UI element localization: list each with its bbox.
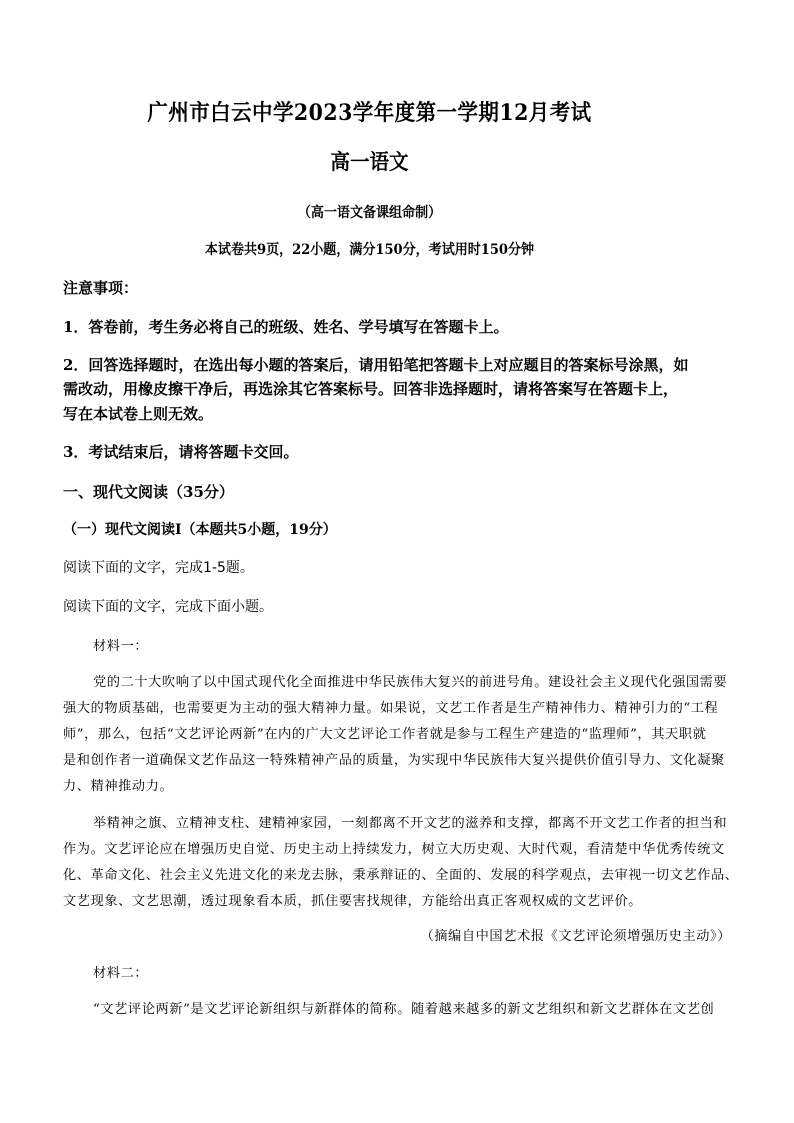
exam-title: 广州市白云中学2023学年度第一学期12月考试	[147, 100, 592, 126]
material-2-line: “文艺评论两新”是文艺评论新组织与新群体的简称。随着越来越多的新文艺组织和新文艺群体在文艺创	[93, 1002, 715, 1017]
material-1-source: （摘编自中国艺术报《文艺评论须增强历史主动》）	[420, 929, 731, 944]
material-1-label: 材料一：	[93, 639, 149, 654]
material-1-line: 文艺现象、文艺思潮，透过现象看本质，抓住要害找规律，方能给出真正客观权威的文艺评价。	[63, 894, 643, 909]
material-1-line: 举精神之旗、立精神支柱、建精神家园，一刻都离不开文艺的滋养和支撑，都离不开文艺工作者的担当和	[93, 816, 728, 831]
material-1-line: 力、精神推动力。	[63, 779, 174, 794]
notice-item-3: 3．考试结束后，请将答题卡交回。	[63, 443, 299, 461]
material-1-line: 化、革命文化、社会主义先进文化的来龙去脉，秉承辩证的、全面的、发展的科学观点，去审视一切文艺作品、	[63, 868, 739, 883]
exam-compiler: （高一语文备课组命制）	[297, 205, 442, 221]
section-sub-heading: （一）现代文阅读I（本题共5小题，19分）	[63, 522, 337, 538]
material-1-line: 强大的物质基础，也需要更为主动的强大精神力量。如果说，文艺工作者是生产精神伟力、精神引力的“工程	[63, 701, 719, 716]
material-1-line: 师”，那么，包括“文艺评论两新”在内的广大文艺评论工作者就是参与工程生产建造的“监理师”，其天职就	[63, 727, 707, 742]
instruction-2: 阅读下面的文字，完成下面小题。	[63, 599, 273, 615]
instruction-1: 阅读下面的文字，完成1-5题。	[63, 560, 254, 576]
exam-subject: 高一语文	[330, 149, 409, 174]
exam-summary: 本试卷共9页，22小题，满分150分，考试用时150分钟	[204, 242, 535, 258]
material-2-label: 材料二：	[93, 966, 149, 981]
material-1-line: 党的二十大吹响了以中国式现代化全面推进中华民族伟大复兴的前进号角。建设社会主义现代化强国需要	[93, 675, 728, 690]
material-1-line: 作为。文艺评论应在增强历史自觉、历史主动上持续发力，树立大历史观、大时代观，看清楚中华优秀传统文	[63, 842, 725, 857]
notice-item-2-line-1: 2．回答选择题时，在选出每小题的答案后，请用铅笔把答题卡上对应题目的答案标号涂黑，如	[63, 356, 689, 374]
notice-heading: 注意事项：	[63, 279, 139, 297]
notice-item-2-line-3: 写在本试卷上则无效。	[63, 405, 214, 423]
section-heading: 一、现代文阅读（35分）	[63, 483, 234, 501]
notice-item-2-line-2: 需改动，用橡皮擦干净后，再选涂其它答案标号。回答非选择题时，请将答案写在答题卡上，	[63, 380, 679, 398]
notice-item-1: 1．答卷前，考生务必将自己的班级、姓名、学号填写在答题卡上。	[63, 318, 509, 336]
material-1-line: 是和创作者一道确保文艺作品这一特殊精神产品的质量，为实现中华民族伟大复兴提供价值引导力、文化凝聚	[63, 753, 725, 768]
